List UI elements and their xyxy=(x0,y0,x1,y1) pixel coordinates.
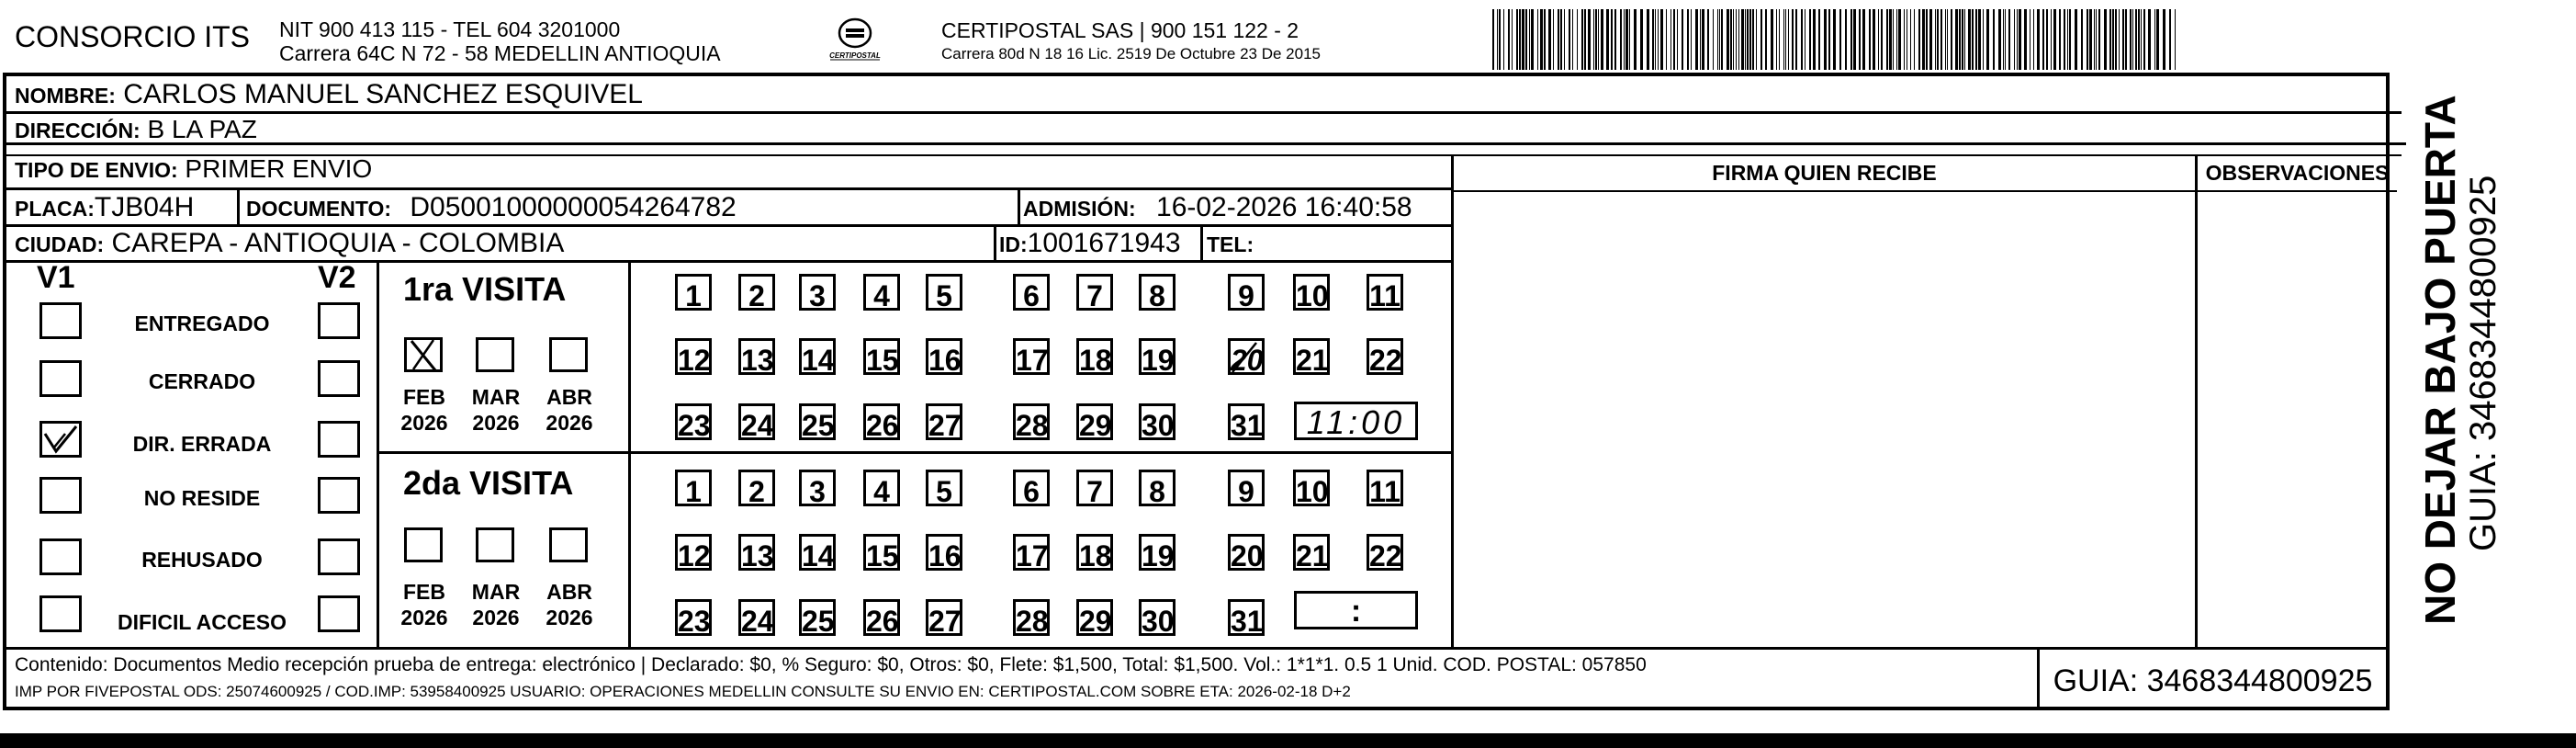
status-entregado: ENTREGADO xyxy=(134,312,270,335)
visit2-month-feb: FEB 2026 xyxy=(400,580,448,629)
status-cerrado: CERRADO xyxy=(148,369,256,393)
v2-dificil-acceso-checkbox[interactable] xyxy=(318,595,360,632)
visit1-day-23[interactable]: 23 xyxy=(675,403,712,440)
visit2-day-1[interactable]: 1 xyxy=(675,470,712,506)
visit2-day-25[interactable]: 25 xyxy=(799,599,836,636)
visit2-day-12[interactable]: 12 xyxy=(675,534,712,571)
sender-nit-tel: NIT 900 413 115 - TEL 604 3201000 xyxy=(279,17,621,41)
status-dir-errada: DIR. ERRADA xyxy=(132,432,272,456)
visit2-day-18[interactable]: 18 xyxy=(1076,534,1113,571)
plate: TJB04H xyxy=(94,192,195,222)
v1-header: V1 xyxy=(37,260,75,295)
footer-imp: IMP POR FIVEPOSTAL ODS: 25074600925 / COD.IMP: 53958400925 USUARIO: OPERACIONES MEDELLIN CONSULTE SU ENVIO EN: CERTIPOSTAL.COM SOBRE ETA: 2026-02-18 D+2 xyxy=(15,683,1351,700)
side-guia: GUIA: 3468344800925 xyxy=(2463,175,2503,551)
visit1-month-abr: ABR 2026 xyxy=(546,385,593,435)
visit1-title: 1ra VISITA xyxy=(403,270,567,308)
plate-label: PLACA: xyxy=(15,197,95,221)
visit1-day-26[interactable]: 26 xyxy=(863,403,900,440)
visit1-day-16[interactable]: 16 xyxy=(926,338,962,375)
visit1-day-22[interactable]: 22 xyxy=(1367,338,1403,375)
visit1-day-6[interactable]: 6 xyxy=(1013,274,1050,311)
document-label: DOCUMENTO: xyxy=(246,197,392,221)
footer-guia: GUIA: 3468344800925 xyxy=(2053,663,2373,698)
visit2-day-20[interactable]: 20 xyxy=(1228,534,1265,571)
visit1-day-30[interactable]: 30 xyxy=(1139,403,1176,440)
status-no-reside: NO RESIDE xyxy=(143,486,261,510)
visit1-day-1[interactable]: 1 xyxy=(675,274,712,311)
visit1-month-mar-checkbox[interactable] xyxy=(476,337,514,372)
v1-dificil-acceso-checkbox[interactable] xyxy=(39,595,82,632)
city: CAREPA - ANTIOQUIA - COLOMBIA xyxy=(111,228,565,258)
visit1-day-14[interactable]: 14 xyxy=(799,338,836,375)
visit2-day-9[interactable]: 9 xyxy=(1228,470,1265,506)
visit2-day-23[interactable]: 23 xyxy=(675,599,712,636)
visit2-day-6[interactable]: 6 xyxy=(1013,470,1050,506)
recipient-name: CARLOS MANUEL SANCHEZ ESQUIVEL xyxy=(123,79,643,109)
send-type-row xyxy=(15,154,372,184)
document-row xyxy=(246,192,737,223)
visit2-day-24[interactable]: 24 xyxy=(738,599,775,636)
visit1-day-15[interactable]: 15 xyxy=(863,338,900,375)
v1-no-reside-checkbox[interactable] xyxy=(39,477,82,514)
visit2-day-21[interactable]: 21 xyxy=(1293,534,1330,571)
visit1-month-feb-checkbox[interactable] xyxy=(404,337,443,372)
v2-no-reside-checkbox[interactable] xyxy=(318,477,360,514)
visit1-day-2[interactable]: 2 xyxy=(738,274,775,311)
visit2-day-28[interactable]: 28 xyxy=(1013,599,1050,636)
visit1-feb-x-mark-icon xyxy=(404,337,443,372)
signature-header: FIRMA QUIEN RECIBE xyxy=(1712,161,1937,185)
visit1-day-27[interactable]: 27 xyxy=(926,403,962,440)
side-notice: NO DEJAR BAJO PUERTA xyxy=(2416,95,2464,625)
visit2-day-13[interactable]: 13 xyxy=(738,534,775,571)
visit1-day-17[interactable]: 17 xyxy=(1013,338,1050,375)
visit2-day-5[interactable]: 5 xyxy=(926,470,962,506)
visit2-month-abr: ABR 2026 xyxy=(546,580,593,629)
visit1-time: 11:00 xyxy=(1306,403,1406,441)
visit2-day-15[interactable]: 15 xyxy=(863,534,900,571)
v2-entregado-checkbox[interactable] xyxy=(318,302,360,339)
visit2-day-2[interactable]: 2 xyxy=(738,470,775,506)
status-dificil-acceso: DIFICIL ACCESO xyxy=(117,610,287,634)
visit2-day-31[interactable]: 31 xyxy=(1228,599,1265,636)
visit2-month-mar-checkbox[interactable] xyxy=(476,527,514,562)
visit2-day-7[interactable]: 7 xyxy=(1076,470,1113,506)
v2-cerrado-checkbox[interactable] xyxy=(318,360,360,397)
visit2-time-box[interactable] xyxy=(1294,591,1418,629)
footer-contents: Contenido: Documentos Medio recepción prueba de entrega: electrónico | Declarado: $0, % Seguro: $0, Otros: $0, Flete: $1,500, Total: $1,500. Vol.: 1*1*1. 0.5 1 Unid. COD. POSTAL: 057850 xyxy=(15,654,1647,675)
visit1-day-25[interactable]: 25 xyxy=(799,403,836,440)
observations-header: OBSERVACIONES xyxy=(2205,161,2390,185)
v2-rehusado-checkbox[interactable] xyxy=(318,538,360,575)
name-label: NOMBRE: xyxy=(15,84,116,108)
visit1-day-28[interactable]: 28 xyxy=(1013,403,1050,440)
visit2-day-29[interactable]: 29 xyxy=(1076,599,1113,636)
visit1-day-11[interactable]: 11 xyxy=(1367,274,1403,311)
send-type: PRIMER ENVIO xyxy=(185,154,373,183)
visit2-day-26[interactable]: 26 xyxy=(863,599,900,636)
visit1-day-13[interactable]: 13 xyxy=(738,338,775,375)
v2-header: V2 xyxy=(318,260,356,295)
address-label: DIRECCIÓN: xyxy=(15,119,141,142)
visit2-month-feb-checkbox[interactable] xyxy=(404,527,443,562)
visit1-day-10[interactable]: 10 xyxy=(1293,274,1330,311)
visit2-day-22[interactable]: 22 xyxy=(1367,534,1403,571)
visit1-day-7[interactable]: 7 xyxy=(1076,274,1113,311)
visit2-day-30[interactable]: 30 xyxy=(1139,599,1176,636)
v1-dir-errada-check-mark-icon xyxy=(39,421,82,458)
v1-dir-errada-checkbox[interactable] xyxy=(39,421,82,458)
document: D05001000000054264782 xyxy=(410,192,737,222)
visit1-day-21[interactable]: 21 xyxy=(1293,338,1330,375)
id-row xyxy=(999,228,1181,259)
admission: 16-02-2026 16:40:58 xyxy=(1156,192,1412,222)
visit1-day-12[interactable]: 12 xyxy=(675,338,712,375)
visit1-day20-strike-mark-icon xyxy=(1227,339,1264,376)
visit1-month-feb: FEB 2026 xyxy=(400,385,448,435)
visit2-day-4[interactable]: 4 xyxy=(863,470,900,506)
sender-address: Carrera 64C N 72 - 58 MEDELLIN ANTIOQUIA xyxy=(279,41,721,65)
visit2-day-11[interactable]: 11 xyxy=(1367,470,1403,506)
visit1-day-31[interactable]: 31 xyxy=(1228,403,1265,440)
visit2-day-17[interactable]: 17 xyxy=(1013,534,1050,571)
visit2-month-abr-checkbox[interactable] xyxy=(549,527,588,562)
visit2-time: : xyxy=(1350,594,1362,629)
v1-rehusado-checkbox[interactable] xyxy=(39,538,82,575)
sender-company: CONSORCIO ITS xyxy=(15,20,251,53)
send-type-label: TIPO DE ENVIO: xyxy=(15,158,178,182)
visit2-day-27[interactable]: 27 xyxy=(926,599,962,636)
plate-row xyxy=(15,192,194,223)
admission-row xyxy=(1023,192,1412,223)
certipostal-logo-caption: CERTIPOSTAL xyxy=(829,51,881,60)
visit1-day-24[interactable]: 24 xyxy=(738,403,775,440)
visit1-time-box[interactable] xyxy=(1294,402,1418,440)
city-row xyxy=(15,228,564,259)
carrier-name-nit: CERTIPOSTAL SAS | 900 151 122 - 2 xyxy=(941,18,1299,42)
visit1-day-9[interactable]: 9 xyxy=(1228,274,1265,311)
visit1-month-mar: MAR 2026 xyxy=(471,385,521,435)
visit1-day-19[interactable]: 19 xyxy=(1139,338,1176,375)
visit2-title: 2da VISITA xyxy=(403,464,574,502)
id-label: ID: xyxy=(999,232,1028,256)
recipient-address: B LA PAZ xyxy=(147,115,257,143)
recipient-address-row xyxy=(15,115,257,144)
id-number: 1001671943 xyxy=(1027,228,1181,258)
visit1-day-4[interactable]: 4 xyxy=(863,274,900,311)
visit1-day-18[interactable]: 18 xyxy=(1076,338,1113,375)
v1-entregado-checkbox[interactable] xyxy=(39,302,82,339)
visit1-day-8[interactable]: 8 xyxy=(1139,274,1176,311)
tel-label: TEL: xyxy=(1207,232,1254,256)
v2-dir-errada-checkbox[interactable] xyxy=(318,421,360,458)
visit1-day-29[interactable]: 29 xyxy=(1076,403,1113,440)
visit2-day-14[interactable]: 14 xyxy=(799,534,836,571)
visit2-month-mar: MAR 2026 xyxy=(471,580,521,629)
status-rehusado: REHUSADO xyxy=(141,548,263,572)
visit2-day-19[interactable]: 19 xyxy=(1139,534,1176,571)
city-label: CIUDAD: xyxy=(15,232,105,256)
recipient-name-row xyxy=(15,79,643,110)
visit2-day-3[interactable]: 3 xyxy=(799,470,836,506)
visit2-day-10[interactable]: 10 xyxy=(1293,470,1330,506)
visit1-day-3[interactable]: 3 xyxy=(799,274,836,311)
visit2-day-16[interactable]: 16 xyxy=(926,534,962,571)
admission-label: ADMISIÓN: xyxy=(1023,197,1136,221)
visit2-day-8[interactable]: 8 xyxy=(1139,470,1176,506)
visit1-day-20[interactable]: 20 xyxy=(1228,338,1265,375)
visit1-day-5[interactable]: 5 xyxy=(926,274,962,311)
visit1-month-abr-checkbox[interactable] xyxy=(549,337,588,372)
carrier-license: Carrera 80d N 18 16 Lic. 2519 De Octubre 23 De 2015 xyxy=(941,45,1321,62)
v1-cerrado-checkbox[interactable] xyxy=(39,360,82,397)
barcode xyxy=(1492,9,2178,70)
